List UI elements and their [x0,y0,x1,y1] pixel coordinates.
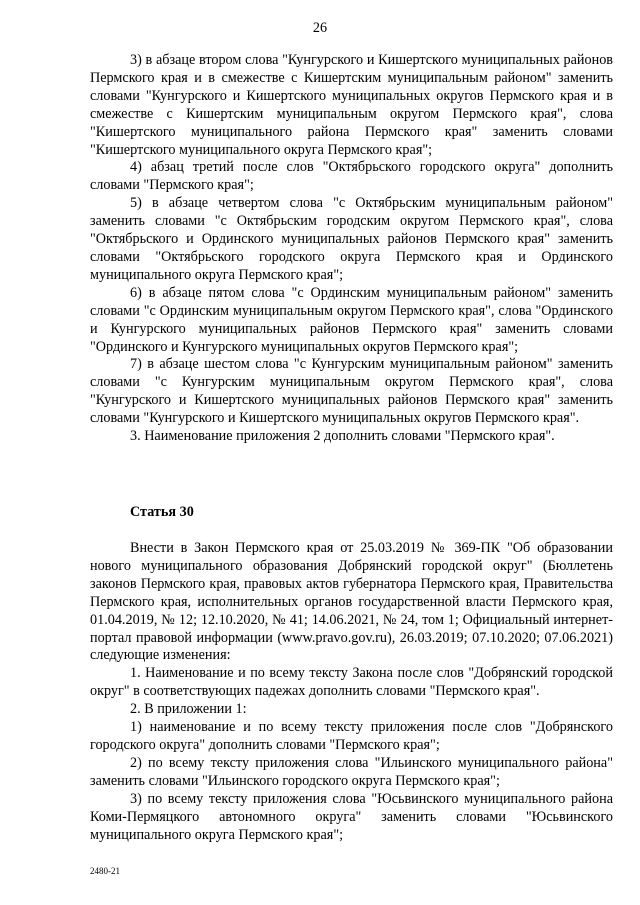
document-body-top [90,52,613,446]
paragraph: 3) по всему тексту приложения слова "Юсьвинского муниципального района Коми-Пермяцкого автономного округа" заменить словами "Юсьвинского муниципального округа Пермского края"; [90,790,613,843]
page-number: 26 [312,20,328,36]
paragraph: 3) в абзаце втором слова "Кунгурского и Кишертского муниципальных районов Пермского края и в смежестве с Кишертским муниципальным районом" заменить словами "Кунгурского и Кишертского муниципальных округов Пермского края и в смежестве с Кишертским муниципальным округом Пермского края", слова "Кишертского муниципального района Пермского края" заменить словами "Кишертского муниципального округа Пермского края"; [90,52,613,158]
paragraph: 1) наименование и по всему тексту приложения после слов "Добрянского городского округа" дополнить словами "Пермского края"; [90,719,613,753]
paragraph: 7) в абзаце шестом слова "с Кунгурским муниципальным районом" заменить словами "с Кунгурским муниципальным округом Пермского края", слова "Кунгурского и Кишертского муниципальных районов Пермского края" заменить словами "Кунгурского и Кишертского муниципальных округов Пермского края". [90,356,613,427]
paragraph: 6) в абзаце пятом слова "с Ординским муниципальным районом" заменить словами "с Ординским муниципальным округом Пермского края", слова "Ординского и Кунгурского муниципальных районов Пермского края" заменить словами "Ординского и Кунгурского муниципальных округов Пермского края"; [90,284,613,355]
paragraph: 4) абзац третий после слов "Октябрьского городского округа" дополнить словами "Пермского края"; [90,159,613,194]
article-heading: Статья 30 [130,504,194,520]
document-body-bottom [90,540,613,844]
paragraph: 2) по всему тексту приложения слова "Ильинского муниципального района" заменить словами "Ильинского городского округа Пермского края"; [90,754,613,789]
paragraph: 1. Наименование и по всему тексту Закона после слов "Добрянский городской округ" в соответствующих падежах дополнить словами "Пермского края". [90,665,613,700]
paragraph: 3. Наименование приложения 2 дополнить словами "Пермского края". [130,428,555,445]
document-code: 2480-21 [90,866,120,876]
paragraph: 5) в абзаце четвертом слова "с Октябрьским муниципальным районом" заменить словами "с Октябрьским городским округом Пермского края", слова "Октябрьского и Ординского муниципальных районов Пермского края" заменить словами "Октябрьского городского округа Пермского края и Ординского муниципального округа Пермского края"; [90,195,613,283]
paragraph: 2. В приложении 1: [130,701,247,718]
paragraph: Внести в Закон Пермского края от 25.03.2019 № 369-ПК "Об образовании нового муниципального образования Добрянский городской округ" (Бюллетень законов Пермского края, правовых актов губернатора Пермского края, Правительства Пермского края, исполнительных органов государственной власти Пермского края, 01.04.2019, № 12; 12.10.2020, № 41; 14.06.2021, № 24, том 1; Официальный интернет-портал правовой информации (www.pravo.gov.ru), 26.03.2019; 07.10.2020; 07.06.2021) следующие изменения: [90,540,613,664]
